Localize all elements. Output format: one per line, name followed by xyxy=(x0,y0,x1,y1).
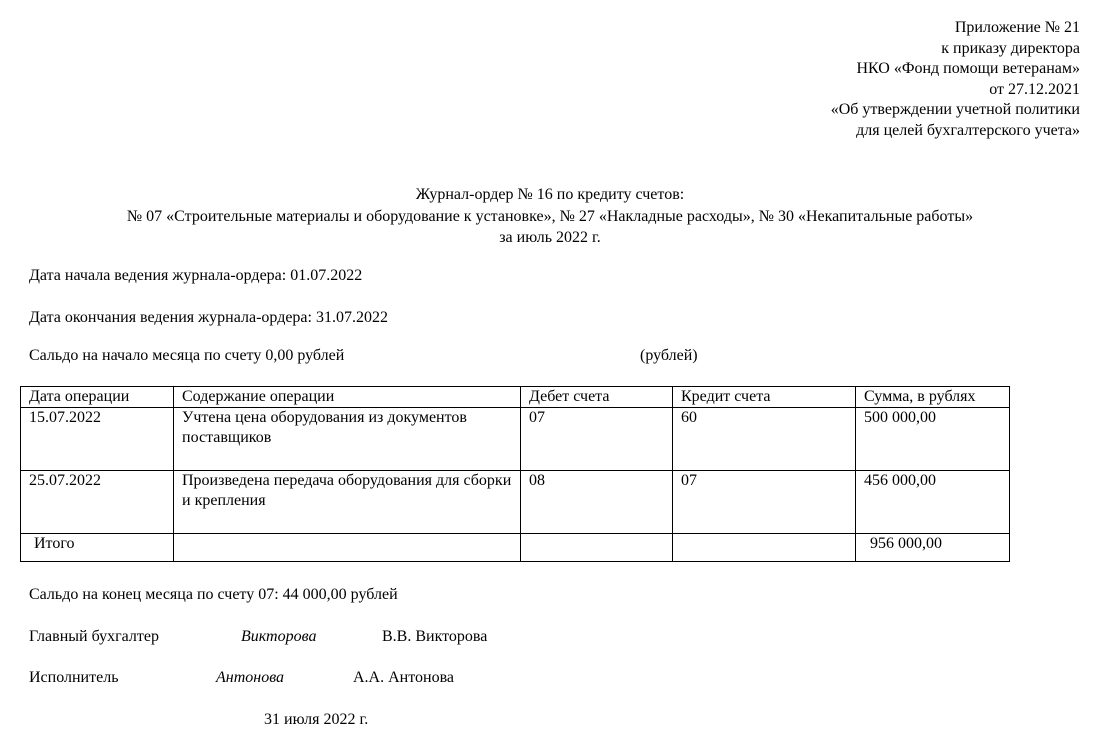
table-row xyxy=(21,408,1010,471)
cell-debit: 08 xyxy=(521,471,673,534)
cell-debit: 07 xyxy=(521,408,673,471)
table-row xyxy=(21,471,1010,534)
cell-amount: 456 000,00 xyxy=(856,471,1010,534)
cell-amount: 500 000,00 xyxy=(856,408,1010,471)
executor-name: А.А. Антонова xyxy=(353,669,455,686)
total-value: 956 000,00 xyxy=(856,534,1010,562)
cell-date: 15.07.2022 xyxy=(21,408,174,471)
chief-role: Главный бухгалтер xyxy=(29,628,159,645)
cell-credit: 07 xyxy=(673,471,856,534)
end-date-text: Дата окончания ведения журнала-ордера: 31.07.2022 xyxy=(29,309,388,326)
chief-name: В.В. Викторова xyxy=(382,628,488,645)
signing-date: 31 июля 2022 г. xyxy=(264,711,369,728)
journal-table xyxy=(20,386,1010,562)
opening-balance-text: Сальдо на начало месяца по счету 0,00 рублей xyxy=(29,347,345,364)
header-amount: Сумма, в рублях xyxy=(856,387,1010,408)
title-line-2: № 07 «Строительные материалы и оборудование к установке», № 27 «Накладные расходы», № 30 «Некапитальные работы» xyxy=(126,207,974,225)
cell-content: Произведена передача оборудования для сборки и крепления xyxy=(174,471,521,534)
appendix-header xyxy=(831,18,1080,142)
total-empty-cell xyxy=(673,534,856,562)
table-header-row xyxy=(21,387,1010,408)
cell-credit: 60 xyxy=(673,408,856,471)
appendix-line: от 27.12.2021 xyxy=(989,80,1080,98)
appendix-line: «Об утверждении учетной политики xyxy=(830,101,1080,119)
total-empty-cell xyxy=(521,534,673,562)
chief-signature: Викторова xyxy=(241,628,317,645)
closing-balance-text: Сальдо на конец месяца по счету 07: 44 000,00 рублей xyxy=(29,586,398,603)
start-date-text: Дата начала ведения журнала-ордера: 01.07.2022 xyxy=(29,267,363,284)
document-title xyxy=(0,184,1100,249)
header-date: Дата операции xyxy=(21,387,174,408)
total-label: Итого xyxy=(21,534,174,562)
header-content: Содержание операции xyxy=(174,387,521,408)
total-empty-cell xyxy=(174,534,521,562)
appendix-line: для целей бухгалтерского учета» xyxy=(856,121,1080,139)
title-line-1: Журнал-ордер № 16 по кредиту счетов: xyxy=(415,186,685,203)
appendix-line: НКО «Фонд помощи ветеранам» xyxy=(856,60,1080,78)
header-debit: Дебет счета xyxy=(521,387,673,408)
executor-role: Исполнитель xyxy=(29,669,119,686)
appendix-line: Приложение № 21 xyxy=(954,19,1080,36)
header-credit: Кредит счета xyxy=(673,387,856,408)
table-total-row xyxy=(21,534,1010,562)
currency-note: (рублей) xyxy=(640,347,698,364)
title-line-3: за июль 2022 г. xyxy=(499,229,601,246)
cell-content: Учтена цена оборудования из документов поставщиков xyxy=(174,408,521,471)
cell-date: 25.07.2022 xyxy=(21,471,174,534)
executor-signature: Антонова xyxy=(216,669,285,686)
appendix-line: к приказу директора xyxy=(941,39,1080,57)
